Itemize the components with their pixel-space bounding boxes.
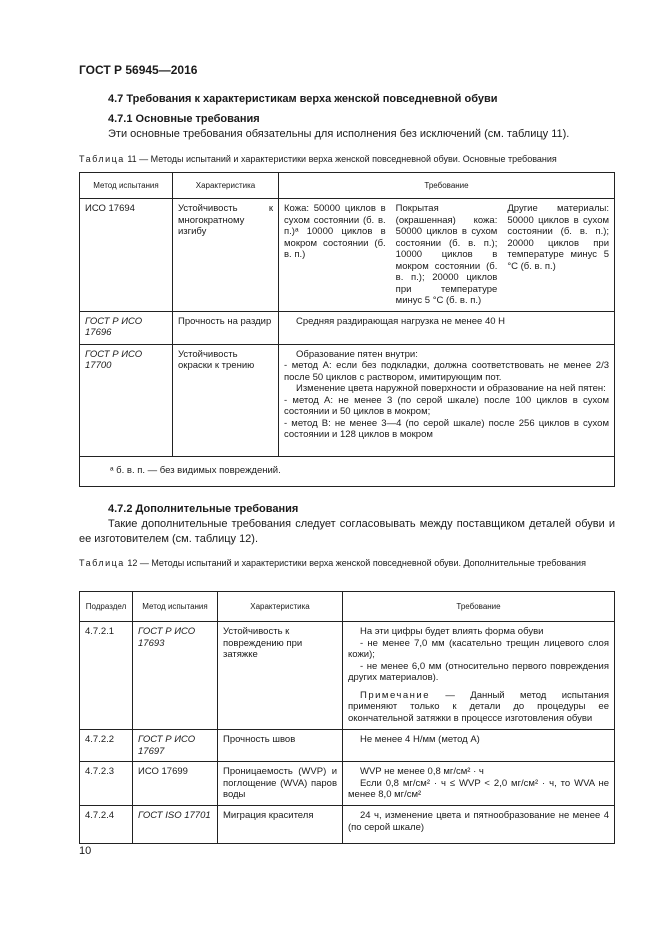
table12-r2-req: Не менее 4 Н/мм (метод А) — [343, 730, 615, 762]
table11-caption-text: 11 — Методы испытаний и характеристики верха женской повседневной обуви. Основные требования — [127, 154, 557, 164]
table11-r3-req5: - метод В: не менее 3—4 (по серой шкале) после 256 циклов в сухом состоянии и 128 циклов в мокром — [284, 417, 609, 440]
table12-header-method: Метод испытания — [133, 592, 218, 622]
table12-r4-char: Миграция красителя — [218, 806, 343, 844]
section-title: 4.7 Требования к характеристикам верха женской повседневной обуви — [108, 93, 498, 105]
table12-r4-req: 24 ч, изменение цвета и пятнообразование не менее 4 (по серой шкале) — [343, 806, 615, 844]
table11-r1-req-other: Другие материалы: 50000 циклов в сухом состоянии (б. в. п.); 20000 циклов при температуре минус 5 °С (б. в. п.) — [507, 203, 610, 272]
table12-header-sub: Подраздел — [80, 592, 133, 622]
table-row — [80, 806, 615, 844]
table11-header-method: Метод испытания — [80, 173, 173, 199]
table12-r1-note — [348, 690, 609, 725]
table12-r3-req1: WVP не менее 0,8 мг/см² · ч — [360, 766, 484, 777]
table11-r3-method: ГОСТ Р ИСО 17700 — [80, 344, 173, 456]
table12-r4-method: ГОСТ ISO 17701 — [133, 806, 218, 844]
table12-r1-sub: 4.7.2.1 — [80, 622, 133, 730]
table12-r1-note-text: — Данный метод испытания применяют только к детали до процедуры ее окончательной затяжки в процессе изготовления обуви — [348, 689, 609, 724]
table11-r3-req3: Изменение цвета наружной поверхности и образование на ней пятен: — [296, 383, 606, 394]
table11-r1-req-leather: Кожа: 50000 циклов в сухом состоянии (б. в. п.)ᵃ 10000 циклов в мокром состоянии (б. в. п.) — [284, 203, 386, 260]
table11-r1-method: ИСО 17694 — [80, 199, 173, 312]
table11-header-req: Требование — [279, 173, 615, 199]
table11-r2-char: Прочность на раздир — [173, 311, 279, 344]
table-12 — [79, 591, 615, 844]
table11-caption-prefix: Таблица — [79, 154, 125, 164]
table11-r1-char: Устойчивость к многократному изгибу — [173, 199, 279, 312]
table11-header-char: Характеристика — [173, 173, 279, 199]
subsection-text-additional: Такие дополнительные требования следует согласовывать между поставщиком деталей обуви и ее изготовителем (см. таблицу 12). — [79, 518, 615, 545]
table12-r3-method: ИСО 17699 — [133, 762, 218, 806]
table11-r1-req-coated: Покрытая (окрашенная) кожа: 50000 циклов в сухом состоянии (б. в. п.); 10000 циклов в мокром состоянии (б. в. п.); 20000 циклов при температуре минус 5 °С (б. в. п.) — [395, 203, 498, 306]
table-row — [80, 762, 615, 806]
table-row — [80, 622, 615, 730]
table12-r1-note-label: Примечание — [360, 689, 430, 701]
subsection-title-additional: 4.7.2 Дополнительные требования — [108, 503, 299, 515]
table-row — [80, 311, 615, 344]
subsection-text-basic: Эти основные требования обязательны для исполнения без исключений (см. таблицу 11). — [108, 128, 570, 140]
table-row — [80, 199, 615, 312]
table12-r3-sub: 4.7.2.3 — [80, 762, 133, 806]
table12-r3-char: Проницаемость (WVP) и поглощение (WVA) паров воды — [218, 762, 343, 806]
table11-r3-req4: - метод А: не менее 3 (по серой шкале) после 100 циклов в сухом состоянии и 50 циклов в мокром; — [284, 394, 609, 417]
table12-r4-sub: 4.7.2.4 — [80, 806, 133, 844]
table12-r1-req3: - не менее 6,0 мм (относительно первого повреждения других материалов). — [348, 660, 609, 683]
subsection-title-basic: 4.7.1 Основные требования — [108, 113, 260, 125]
table11-r2-req: Средняя раздирающая нагрузка не менее 40 Н — [279, 311, 615, 344]
table12-caption-text: 12 — Методы испытаний и характеристики верха женской повседневной обуви. Дополнительные требования — [127, 558, 586, 568]
table12-r2-method: ГОСТ Р ИСО 17697 — [133, 730, 218, 762]
table12-r3-req2: Если 0,8 мг/см² · ч ≤ WVP < 2,0 мг/см² · ч, то WVA не менее 8,0 мг/см² — [348, 777, 609, 800]
table12-header-char: Характеристика — [218, 592, 343, 622]
table11-caption — [79, 153, 619, 165]
table12-r1-req2: - не менее 7,0 мм (касательно трещин лицевого слоя кожи); — [348, 637, 609, 660]
table-row — [80, 730, 615, 762]
table11-r3-char: Устойчивость окраски к трению — [173, 344, 279, 456]
table12-r1-method: ГОСТ Р ИСО 17693 — [133, 622, 218, 730]
table11-r3-req2: - метод А: если без подкладки, должна соответствовать не менее 2/3 после 50 циклов с раствором, имитирующим пот. — [284, 360, 609, 383]
table-row — [80, 344, 615, 456]
table11-footnote: ᵃ б. в. п. — без видимых повреждений. — [80, 456, 615, 486]
table12-r1-char: Устойчивость к повреждению при затяжке — [218, 622, 343, 730]
table11-r3-req1: Образование пятен внутри: — [296, 348, 418, 360]
table12-r1-req1: На эти цифры будет влиять форма обуви — [360, 626, 544, 637]
page-number: 10 — [79, 845, 92, 857]
table12-r2-char: Прочность швов — [218, 730, 343, 762]
table12-header-req: Требование — [343, 592, 615, 622]
table12-caption — [79, 557, 615, 569]
table12-caption-prefix: Таблица — [79, 558, 125, 568]
document-code: ГОСТ Р 56945—2016 — [79, 63, 198, 77]
table12-r2-sub: 4.7.2.2 — [80, 730, 133, 762]
table11-r2-method: ГОСТ Р ИСО 17696 — [80, 311, 173, 344]
table-11 — [79, 172, 615, 487]
